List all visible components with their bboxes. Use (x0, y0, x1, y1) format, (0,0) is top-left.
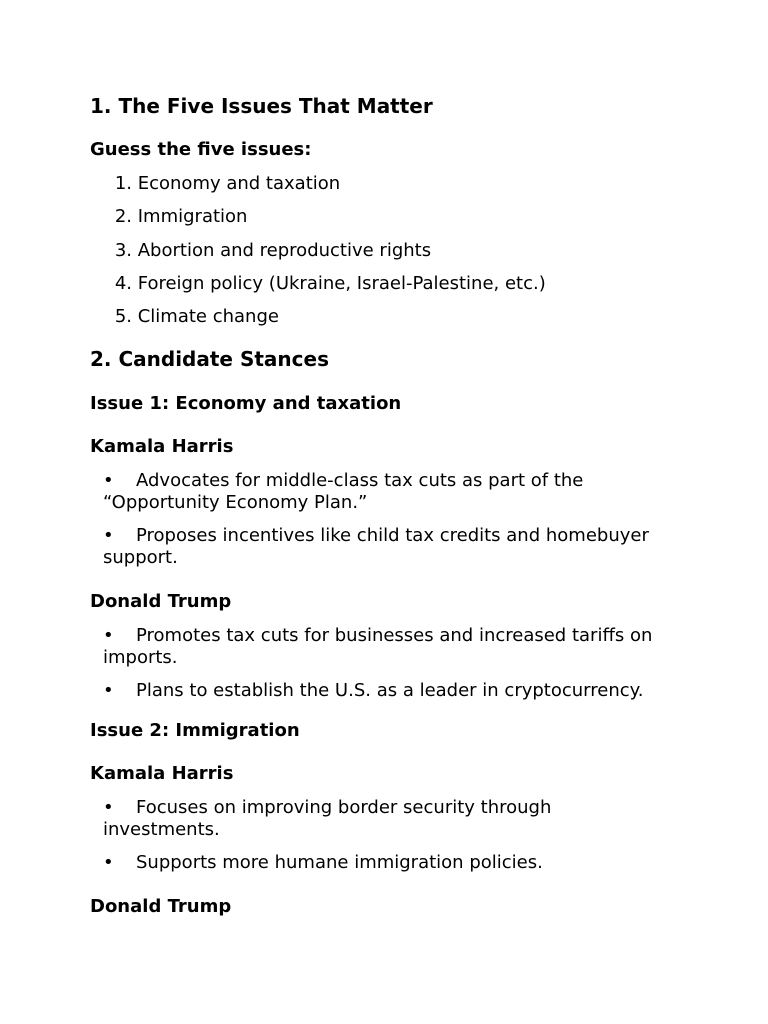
bullet-icon: • (103, 852, 114, 873)
list-text: Climate change (137, 306, 279, 327)
candidate-name: Kamala Harris (90, 436, 234, 457)
list-number: 3. (114, 240, 132, 261)
list-number: 2. (114, 206, 132, 227)
bullet-continuation: imports. (103, 647, 178, 668)
bullet-text: Promotes tax cuts for businesses and increased tariffs on (136, 625, 653, 646)
bullet-item (103, 797, 551, 819)
candidate-name: Kamala Harris (90, 763, 234, 784)
section-title-issues: 1. The Five Issues That Matter (90, 94, 433, 118)
bullet-icon: • (103, 797, 114, 818)
list-text: Abortion and reproductive rights (137, 240, 432, 261)
list-text: Foreign policy (Ukraine, Israel-Palestine, etc.) (137, 273, 546, 294)
bullet-continuation: support. (103, 547, 178, 568)
section-title-stances: 2. Candidate Stances (90, 347, 329, 371)
list-item (110, 206, 247, 228)
candidate-name: Donald Trump (90, 591, 232, 612)
bullet-item (103, 680, 643, 702)
bullet-item (103, 852, 543, 874)
issue-heading: Issue 1: Economy and taxation (90, 393, 402, 414)
bullet-icon: • (103, 625, 114, 646)
list-item (110, 173, 340, 195)
bullet-text: Plans to establish the U.S. as a leader in cryptocurrency. (136, 680, 644, 701)
bullet-text: Proposes incentives like child tax credits and homebuyer (136, 525, 649, 546)
bullet-icon: • (103, 680, 114, 701)
candidate-name: Donald Trump (90, 896, 232, 917)
bullet-item (103, 625, 652, 647)
bullet-item (103, 525, 649, 547)
bullet-text: Advocates for middle-class tax cuts as part of the (136, 470, 584, 491)
bullet-text: Focuses on improving border security through (136, 797, 552, 818)
list-number: 5. (114, 306, 132, 327)
list-number: 1. (114, 173, 132, 194)
list-text: Immigration (137, 206, 248, 227)
bullet-continuation: investments. (103, 819, 220, 840)
bullet-text: Supports more humane immigration policies. (136, 852, 543, 873)
bullet-continuation: “Opportunity Economy Plan.” (103, 492, 368, 513)
list-text: Economy and taxation (137, 173, 341, 194)
bullet-icon: • (103, 525, 114, 546)
bullet-item (103, 470, 583, 492)
issue-heading: Issue 2: Immigration (90, 720, 300, 741)
bullet-icon: • (103, 470, 114, 491)
list-item (110, 240, 431, 262)
list-item (110, 306, 279, 328)
list-number: 4. (114, 273, 132, 294)
section-subtitle: Guess the five issues: (90, 139, 312, 160)
list-item (110, 273, 546, 295)
